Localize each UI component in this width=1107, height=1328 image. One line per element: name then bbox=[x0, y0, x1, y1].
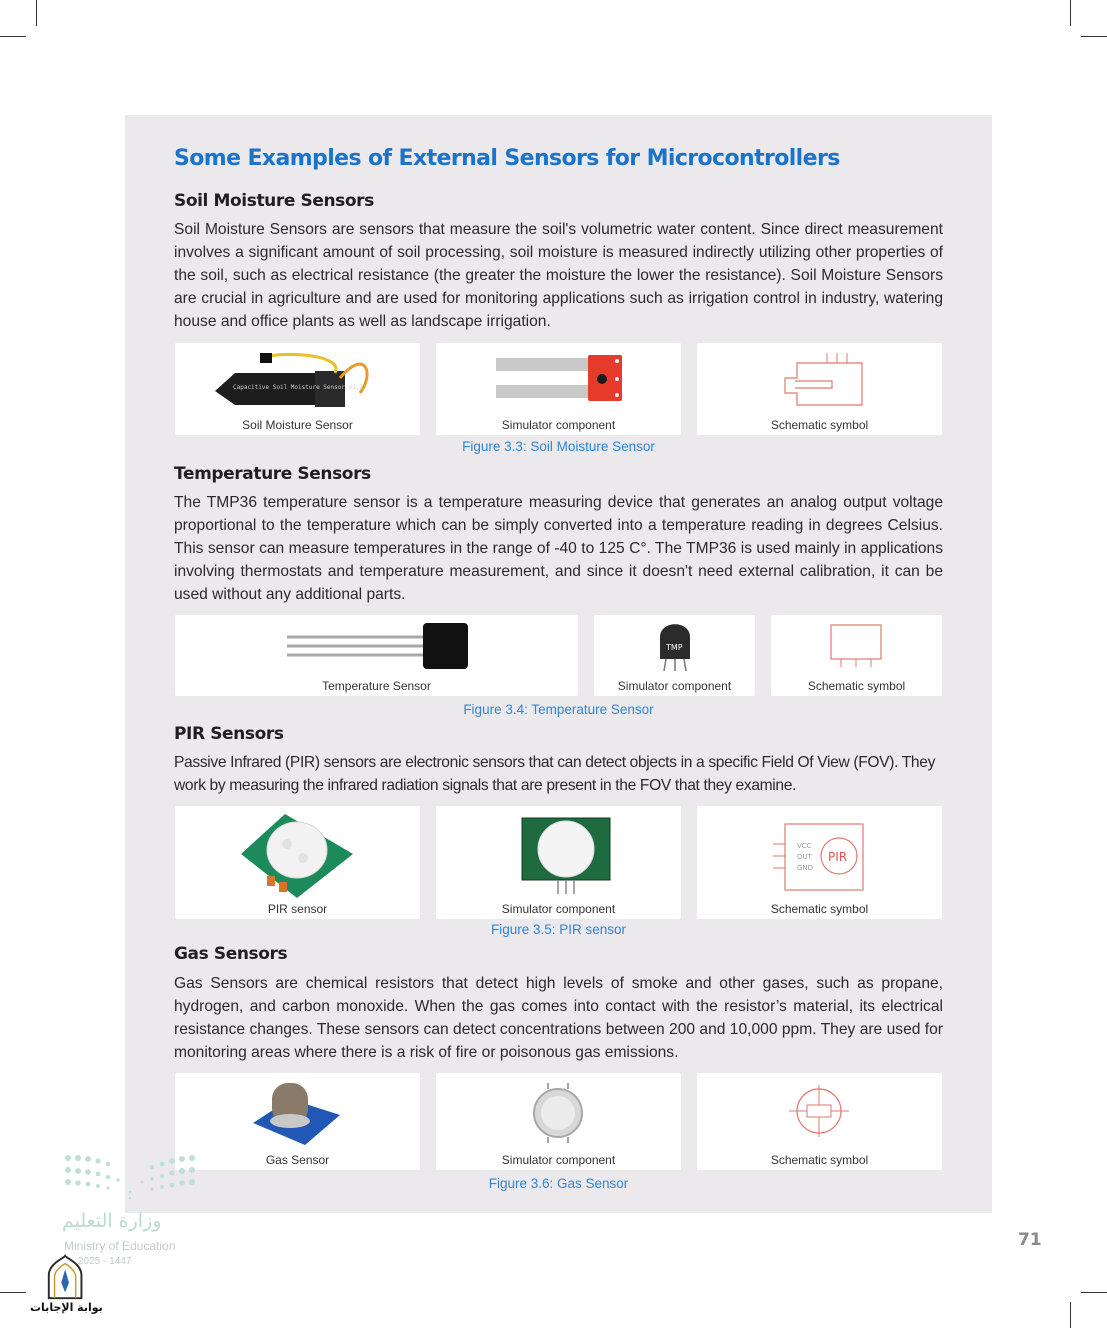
image-card-soil-simulator bbox=[436, 343, 681, 435]
section-paragraph-soil: Soil Moisture Sensors are sensors that measure the soil's volumetric water content. Since direct measurement involves a significant amount of soil processing, soil moisture is measured indirectly utilizing other properties of the soil, such as electrical resistance (the greater the moisture the lower the resistance). Soil Moisture Sensors are crucial in agriculture and are used for monitoring applications such as irrigation control in industry, watering house and office plants as well as landscape irrigation. bbox=[174, 221, 943, 330]
section-heading-temperature: Temperature Sensors bbox=[174, 464, 371, 484]
soil-moisture-sensor-image bbox=[175, 343, 420, 418]
section-paragraph-pir: Passive Infrared (PIR) sensors are electronic sensors that can detect objects in a specific Field Of View (FOV). They work by measuring the infrared radiation signals that are present in the FOV that they examine. bbox=[174, 754, 936, 794]
soil-schematic-image bbox=[697, 343, 942, 418]
figure-caption-soil: Figure 3.3: Soil Moisture Sensor bbox=[462, 439, 655, 454]
tmp-chip-label: TMP bbox=[666, 643, 683, 652]
gas-schematic-image bbox=[697, 1073, 942, 1153]
image-card-pir-sensor bbox=[175, 806, 420, 919]
pir-pin-out: OUT bbox=[797, 853, 812, 861]
section-paragraph-temperature: The TMP36 temperature sensor is a temperature measuring device that generates an analog output voltage proportional to the temperature which can be simply converted into a temperature reading in degrees Celsius. This sensor can measure temperatures in the range of -40 to 125 C°. The TMP36 is used mainly in applications involving thermostats and temperature measurement, and since it doesn't need external calibration, it can be used without any additional parts. bbox=[174, 494, 943, 603]
image-caption: Simulator component bbox=[617, 679, 732, 693]
crop-mark bbox=[1081, 36, 1107, 37]
pir-simulator-image bbox=[436, 806, 681, 901]
page-number: 71 bbox=[1018, 1230, 1042, 1250]
pir-sensor-image bbox=[175, 806, 420, 901]
section-paragraph-gas: Gas Sensors are chemical resistors that detect high levels of smoke and other gases, such as propane, hydrogen, and carbon monoxide. When the gas comes into contact with the resistor’s material, its electrical resistance changes. These sensors can detect concentrations between 200 and 10,000 ppm. They are used for monitoring areas where there is a risk of fire or poisonous gas emissions. bbox=[174, 975, 943, 1061]
section-heading-soil: Soil Moisture Sensors bbox=[174, 191, 374, 211]
portal-logo-icon bbox=[28, 1254, 108, 1302]
page-title: Some Examples of External Sensors for Microcontrollers bbox=[174, 146, 840, 171]
pir-pin-gnd: GND bbox=[797, 864, 814, 872]
ministry-name-english: Ministry of Education bbox=[64, 1239, 176, 1253]
image-card-temperature-schematic bbox=[771, 615, 942, 696]
soil-simulator-image bbox=[436, 343, 681, 418]
crop-mark bbox=[1081, 1292, 1107, 1293]
figure-caption-temperature: Figure 3.4: Temperature Sensor bbox=[463, 702, 654, 717]
ministry-name-arabic: وزارة التعليم bbox=[62, 1210, 162, 1232]
image-card-temperature-sensor bbox=[175, 615, 578, 696]
image-card-pir-schematic bbox=[697, 806, 942, 919]
image-caption: Schematic symbol bbox=[807, 679, 906, 693]
image-caption: Schematic symbol bbox=[770, 902, 869, 916]
crop-mark bbox=[36, 0, 37, 26]
image-card-gas-schematic bbox=[697, 1073, 942, 1170]
portal-name: بوابة الإجابات bbox=[30, 1301, 103, 1314]
image-card-temperature-simulator bbox=[594, 615, 755, 696]
image-caption: PIR sensor bbox=[267, 902, 328, 916]
crop-mark bbox=[0, 1292, 26, 1293]
figure-caption-gas: Figure 3.6: Gas Sensor bbox=[488, 1176, 629, 1191]
image-caption: Soil Moisture Sensor bbox=[242, 418, 353, 432]
temperature-schematic-image bbox=[771, 615, 942, 681]
crop-mark bbox=[1070, 0, 1071, 26]
gas-sensor-image bbox=[175, 1073, 420, 1153]
image-card-gas-simulator bbox=[436, 1073, 681, 1170]
ministry-years: 2025 - 1447 bbox=[78, 1256, 132, 1267]
section-heading-gas: Gas Sensors bbox=[174, 944, 288, 964]
temperature-sensor-image bbox=[175, 615, 578, 681]
ministry-logo-dots bbox=[62, 1150, 212, 1210]
soil-sensor-label: Capacitive Soil Moisture Sensor v1.2 bbox=[233, 384, 364, 391]
figure-caption-pir: Figure 3.5: PIR sensor bbox=[490, 922, 627, 937]
crop-mark bbox=[1070, 1302, 1071, 1328]
pir-schematic-image bbox=[697, 806, 942, 901]
image-caption: Schematic symbol bbox=[770, 1153, 869, 1167]
image-caption: Schematic symbol bbox=[770, 418, 869, 432]
image-card-soil-sensor bbox=[175, 343, 420, 435]
image-caption: Temperature Sensor bbox=[322, 679, 431, 693]
image-caption: Simulator component bbox=[501, 902, 616, 916]
image-caption: Simulator component bbox=[501, 418, 616, 432]
image-card-pir-simulator bbox=[436, 806, 681, 919]
image-caption: Simulator component bbox=[501, 1153, 616, 1167]
pir-schematic-label: PIR bbox=[828, 850, 848, 864]
image-caption: Gas Sensor bbox=[265, 1153, 330, 1167]
image-card-soil-schematic bbox=[697, 343, 942, 435]
temperature-simulator-image bbox=[594, 615, 755, 681]
crop-mark bbox=[0, 36, 26, 37]
pir-pin-vcc: VCC bbox=[797, 842, 812, 850]
section-heading-pir: PIR Sensors bbox=[174, 724, 284, 744]
gas-simulator-image bbox=[436, 1073, 681, 1153]
